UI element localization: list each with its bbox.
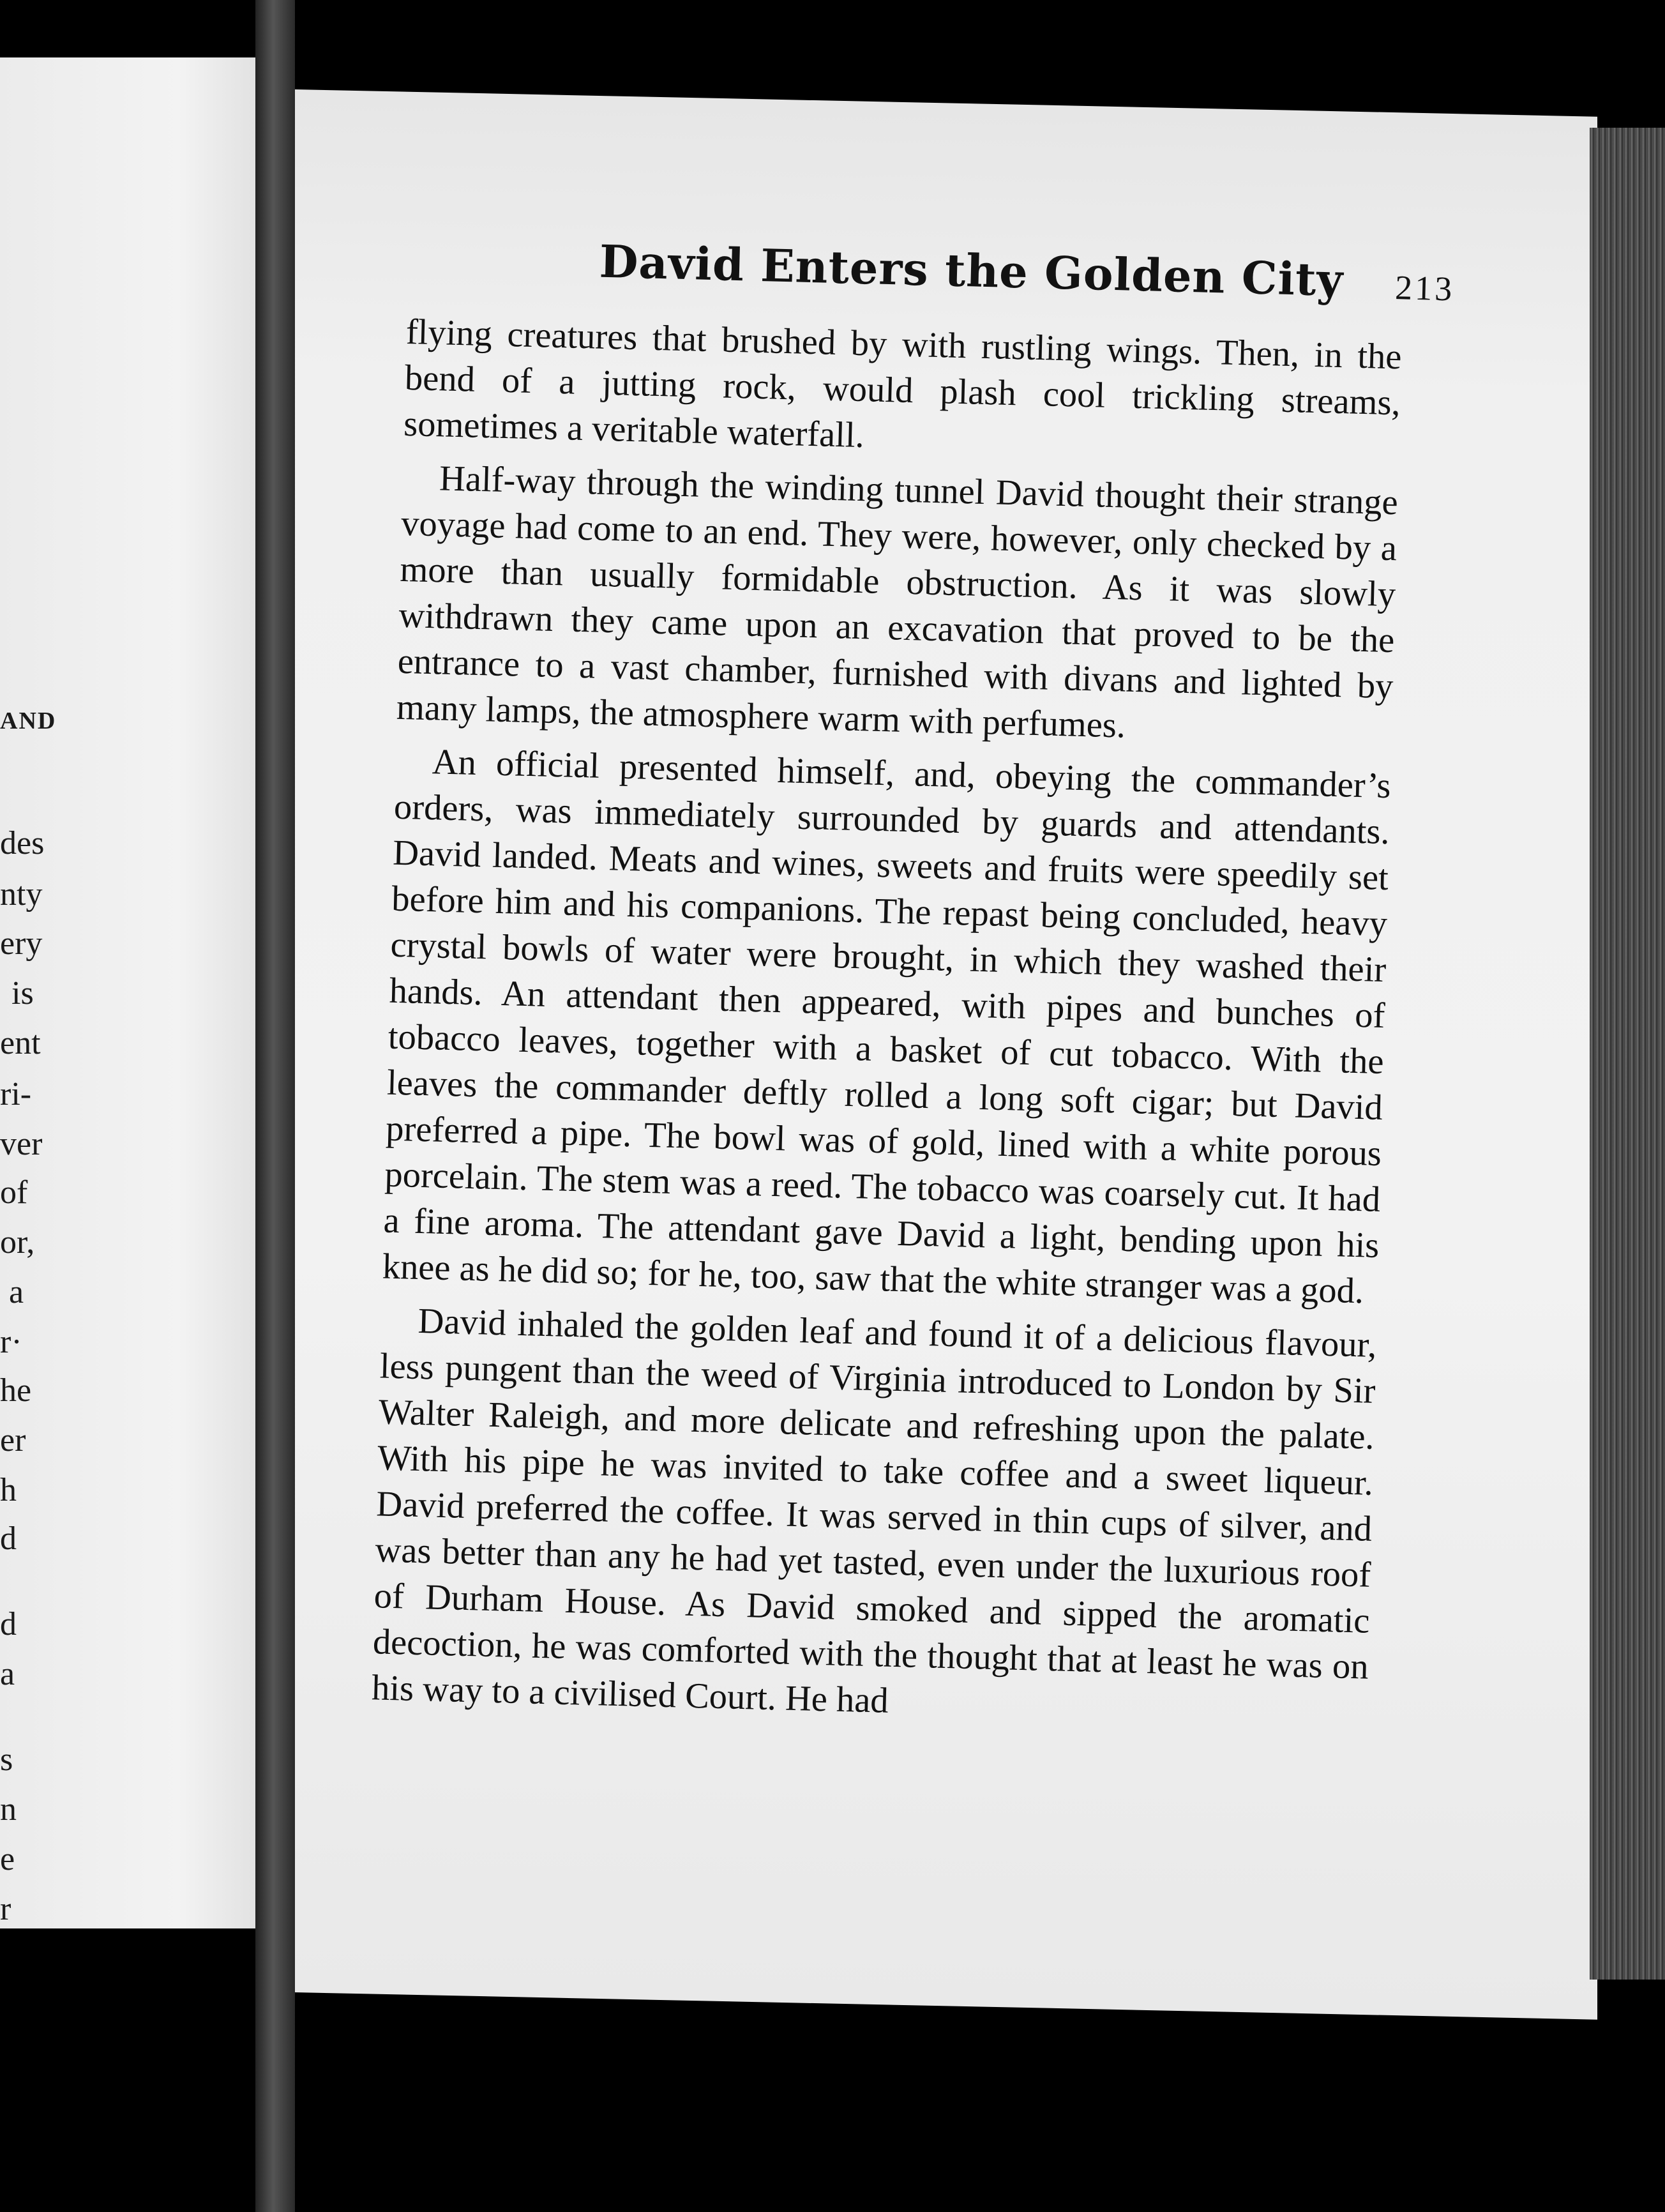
left-page-fragment: h [0,1472,17,1508]
paragraph: Half-way through the winding tunnel David thought their strange voyage had come to an end. They were, however, only checked by a more than usually formidable obstruction. As it was slowly withdrawn they came upon an excavation that proved to be the entrance to a vast chamber, furnished with divans and lighted by many lamps, the atmosphere warm with perfumes. [396,458,1399,746]
left-page-fragment: er [0,1422,26,1458]
left-page-fragment: n [0,1791,17,1828]
left-page-fragment: ent [0,1025,41,1061]
left-page-fragment: a [0,1656,15,1692]
left-page-fragment: is [11,975,34,1011]
left-page-fragment: ri- [0,1076,32,1112]
left-page-fragment: d [0,1606,17,1642]
left-page-fragment: s [0,1741,13,1778]
left-page-fragment: nty [0,876,43,913]
paragraph: David inhaled the golden leaf and found it of a delicious flavour, less pungent than the weed of Virginia introduced to London by Sir Walter Raleigh, and more delicate and refreshing upon the palate. With his pipe he was invited to take coffee and a sweet liqueur. David preferred the coffee. It was served in thin cups of silver, and was better than any he had yet tasted, even under the luxurious roof of Durham House. As David smoked and sipped the aromatic decoction, he was comforted with the thought that at least he was on his way to a civilised Court. He had [371,1301,1378,1721]
paragraph: An official presented himself, and, obeying the commander’s orders, was immediately surrounded by guards and attendants. David landed. Meats and wines, sweets and fruits were speedily set before him and his companions. The repast being concluded, heavy crystal bowls of water were brought, in which they washed their hands. An attendant then appeared, with pipes and bunches of tobacco leaves, together with a basket of cut tobacco. With the leaves the commander deftly rolled a long soft cigar; but David preferred a pipe. The bowl was of gold, lined with a white porous porcelain. The stem was a reed. The tobacco was coarsely cut. It had a fine aroma. The attendant gave David a light, bending upon his knee as he did so; for he, too, saw that the white stranger was a god. [382,742,1392,1312]
left-page-fragment: ery [0,925,43,962]
page-number: 213 [1394,268,1455,308]
left-page-fragment: a [9,1274,24,1310]
left-page-fragment: e [0,1841,15,1877]
left-page-fragment: or, [0,1224,35,1261]
book-gutter [255,0,295,2212]
left-page-fragment: he [0,1372,32,1409]
left-page-fragment: r [0,1891,11,1927]
facing-page [0,57,255,1928]
paragraph: flying creatures that brushed by with rustling wings. Then, in the bend of a jutting rock, would plash cool trickling streams, sometimes a veritable waterfall. [403,312,1403,456]
page-text [371,230,1455,1736]
left-page-fragment: d [0,1520,17,1557]
left-page-fragment: of [0,1174,28,1211]
page-edges [1590,128,1665,1980]
running-title: David Enters the Golden City [598,234,1345,307]
left-page-fragment: des [0,825,45,861]
left-page-fragment: AND [0,708,57,734]
left-page-fragment: r· [0,1324,22,1360]
left-page-fragment: ver [0,1126,43,1162]
